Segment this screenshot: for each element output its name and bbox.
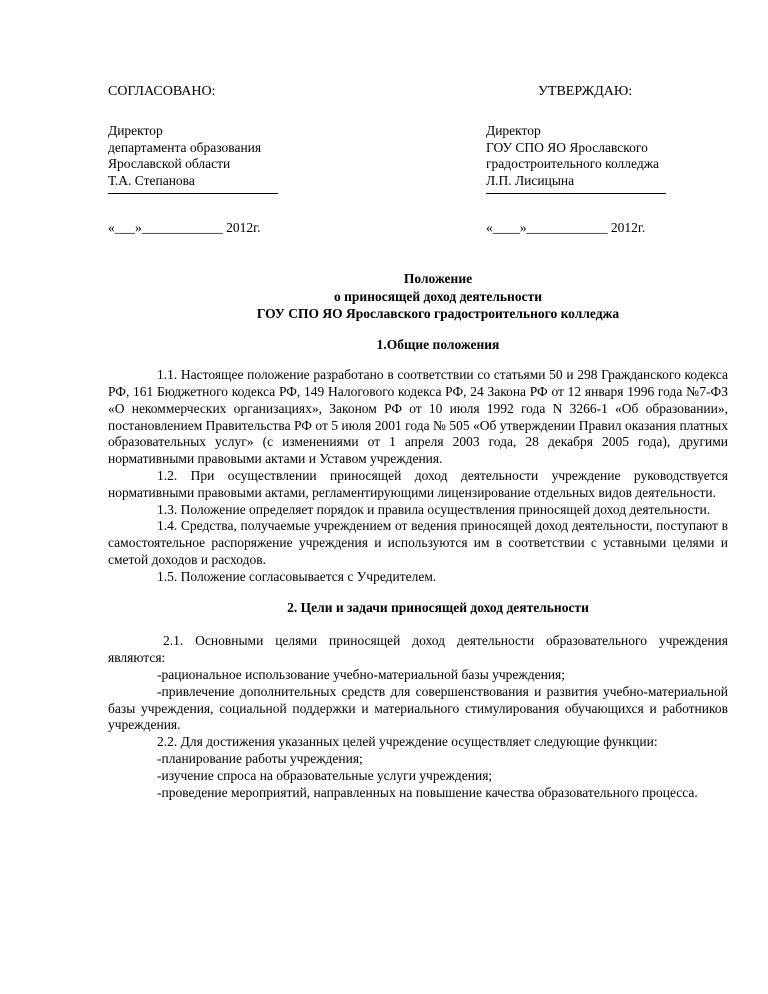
title-line-1: Положение bbox=[403, 271, 473, 286]
approval-header bbox=[108, 78, 728, 238]
paragraph-1-4: 1.4. Средства, получаемые учреждением от ведения приносящей доход деятельности, поступают в самостоятельное распоряжение учреждения и используются им в соответствии с уставными целями и сметой доходов и расходов. bbox=[108, 518, 728, 568]
section-2-heading: 2. Цели и задачи приносящей доход деятельности bbox=[287, 599, 589, 615]
agreed-region: Ярославской области bbox=[108, 156, 231, 171]
approved-date: «____»____________ 2012г. bbox=[486, 220, 646, 235]
document-page bbox=[108, 78, 728, 801]
approved-organization: ГОУ СПО ЯО Ярославского bbox=[486, 139, 648, 155]
paragraph-1-1: 1.1. Настоящее положение разработано в соответствии со статьями 50 и 298 Гражданского кодекса РФ, 161 Бюджетного кодекса РФ, 149 Налогового кодекса РФ, 24 Закона РФ от 12 января 1996 года №7-ФЗ «О некоммерческих организациях», Законом РФ от 10 июля 1992 года N 3266-1 «Об образовании», постановлением Правительства РФ от 5 июля 2001 года № 505 «Об утверждении Правил оказания платных образовательных услуг» (с изменениями от 1 апреля 2003 года, 28 декабря 2005 года), другими нормативными правовыми актами и Уставом учреждения. bbox=[108, 367, 728, 467]
paragraph-2-2-c: -проведение мероприятий, направленных на повышение качества образовательного процесса. bbox=[157, 784, 698, 800]
approved-college: градостроительного колледжа bbox=[486, 156, 660, 171]
document-title bbox=[108, 270, 728, 323]
approval-agreed-block bbox=[108, 84, 378, 237]
agreed-heading: СОГЛАСОВАНО: bbox=[108, 84, 216, 99]
paragraph-1-5: 1.5. Положение согласовывается с Учредителем. bbox=[157, 568, 437, 584]
approved-name: Л.П. Лисицына bbox=[486, 172, 575, 188]
paragraph-1-3: 1.3. Положение определяет порядок и правила осуществления приносящей доход деятельности. bbox=[157, 501, 711, 517]
section-1-heading: 1.Общие положения bbox=[376, 336, 500, 352]
approval-approved-block bbox=[486, 84, 728, 237]
paragraph-2-1-b: -привлечение дополнительных средств для совершенствования и развития учебно-материальной базы учреждения, социальной поддержки и материального стимулирования обучающихся и работников учреждения. bbox=[108, 683, 728, 733]
agreed-date: «___»____________ 2012г. bbox=[108, 220, 261, 235]
paragraph-2-1: 2.1. Основными целями приносящей доход деятельности образовательного учреждения являются: bbox=[108, 633, 728, 666]
agreed-position: Директор bbox=[108, 123, 163, 138]
title-line-2: о приносящей доход деятельности bbox=[334, 288, 542, 304]
approved-signature-line bbox=[486, 193, 666, 194]
approved-position: Директор bbox=[486, 123, 541, 138]
agreed-name: Т.А. Степанова bbox=[108, 172, 195, 188]
paragraph-2-1-a: -рациональное использование учебно-материальной базы учреждения; bbox=[157, 667, 566, 683]
paragraph-1-2: 1.2. При осуществлении приносящей доход деятельности учреждение руководствуется нормативными правовыми актами, регламентирующими лицензирование отдельных видов деятельности. bbox=[108, 468, 728, 500]
title-line-3: ГОУ СПО ЯО Ярославского градостроительного колледжа bbox=[256, 306, 620, 321]
paragraph-2-2-b: -изучение спроса на образовательные услуги учреждения; bbox=[157, 767, 493, 783]
agreed-signature-line bbox=[108, 193, 278, 194]
approved-heading: УТВЕРЖДАЮ: bbox=[538, 84, 633, 99]
paragraph-2-2: 2.2. Для достижения указанных целей учреждение осуществляет следующие функции: bbox=[157, 734, 658, 750]
agreed-department: департамента образования bbox=[108, 139, 262, 155]
paragraph-2-2-a: -планирование работы учреждения; bbox=[157, 751, 363, 767]
